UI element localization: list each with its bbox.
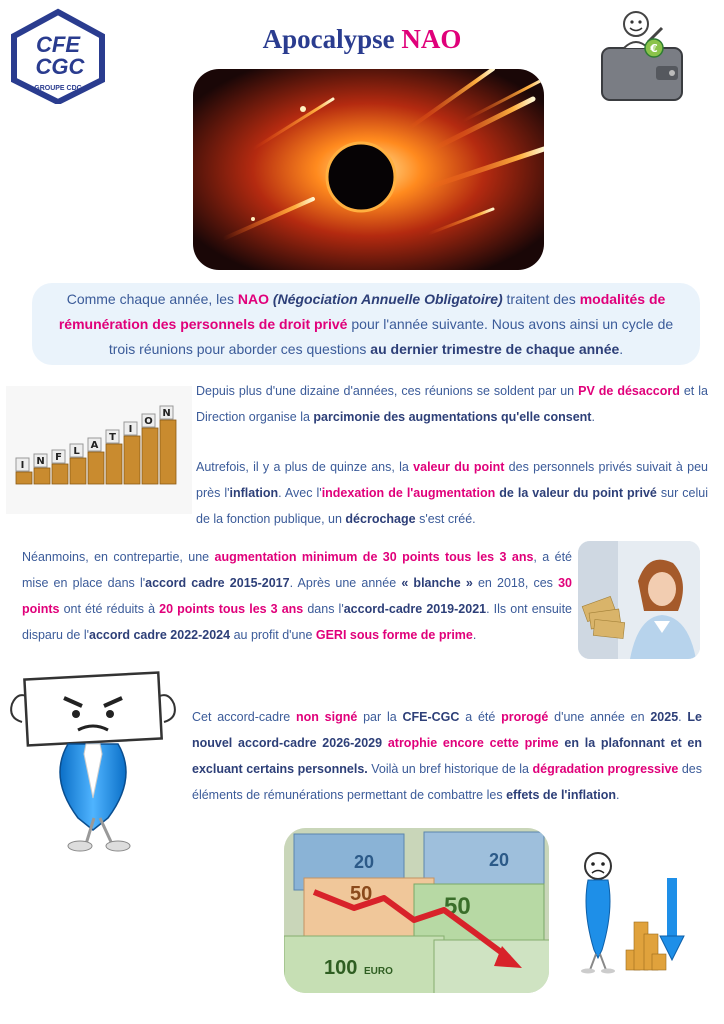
- inflation-coins-image: [6, 386, 192, 514]
- banknote-value: 50: [444, 893, 471, 920]
- inflation-letter: F: [55, 452, 62, 463]
- intro-box: [32, 283, 700, 365]
- inflation-letter: O: [144, 416, 153, 427]
- svg-text:CFE: CFE: [36, 32, 80, 57]
- svg-text:CGC: CGC: [35, 54, 85, 79]
- inflation-letter: A: [90, 440, 99, 451]
- inflation-letter: N: [162, 408, 171, 419]
- intro-text: Comme chaque année, les NAO (Négociation Annuelle Obligatoire) traitent des modalités de rémunération des personnels de droit privé pour l'année suivante. Nous avons ainsi un cycle de trois réunions pour aborder ces questions au dernier trimestre de chaque année.: [58, 291, 674, 357]
- svg-text:GROUPE CDC: GROUPE CDC: [34, 85, 82, 92]
- wallet-character-illustration: [596, 8, 688, 104]
- inflation-letter: N: [36, 456, 45, 467]
- inflation-letter: I: [128, 424, 133, 435]
- cfe-cgc-logo: [8, 8, 108, 104]
- planet-meteor-image: [193, 69, 544, 270]
- woman-with-banknotes-photo: [578, 541, 700, 659]
- banknote-value: 100: [324, 957, 358, 979]
- banknote-value: 50: [350, 883, 373, 905]
- angry-character-illustration: [8, 668, 178, 852]
- inflation-letter: I: [20, 460, 25, 471]
- paragraph-valeur-du-point: Autrefois, il y a plus de quinze ans, la valeur du point des personnels privés suivait à peu près l'inflation. Avec l'indexation de l'augmentation de la valeur du point privé sur celui de la fonction publique, un décrochage s'est créé.: [196, 460, 709, 526]
- svg-text:€: €: [650, 42, 658, 55]
- page-title: Apocalypse NAO: [262, 24, 462, 54]
- paragraph-accord-cadre: Cet accord-cadre non signé par la CFE-CGC a été prorogé d'une année en 2025. Le nouvel accord-cadre 2026-2029 atrophie encore cette prime en la plafonnant et en excluant certains personnels. Voilà un bref historique de la dégradation progressive des éléments de rémunérations permettant de combattre les effets de l'inflation.: [192, 710, 703, 802]
- inflation-letter: T: [109, 432, 116, 443]
- sad-character-coins-illustration: [568, 850, 688, 974]
- paragraph-pv-desaccord: Depuis plus d'une dizaine d'années, ces réunions se soldent par un PV de désaccord et la Direction organise la parcimonie des augmentations qu'elle consent.: [196, 384, 708, 424]
- paragraph-30-points: Néanmoins, en contrepartie, une augmentation minimum de 30 points tous les 3 ans, a été mise en place dans l'accord cadre 2015-2017. Après une année « blanche » en 2018, ces 30 points ont été réduits à 20 points tous les 3 ans dans l'accord-cadre 2019-2021. Ils ont ensuite disparu de l'accord cadre 2022-2024 au profit d'une GERI sous forme de prime.: [22, 550, 573, 642]
- banknote-value: 20: [489, 850, 510, 870]
- inflation-letter: L: [73, 446, 80, 457]
- banknote-value: 20: [354, 852, 375, 872]
- euro-banknotes-decline-image: [284, 828, 549, 993]
- banknote-label: EURO: [364, 966, 393, 977]
